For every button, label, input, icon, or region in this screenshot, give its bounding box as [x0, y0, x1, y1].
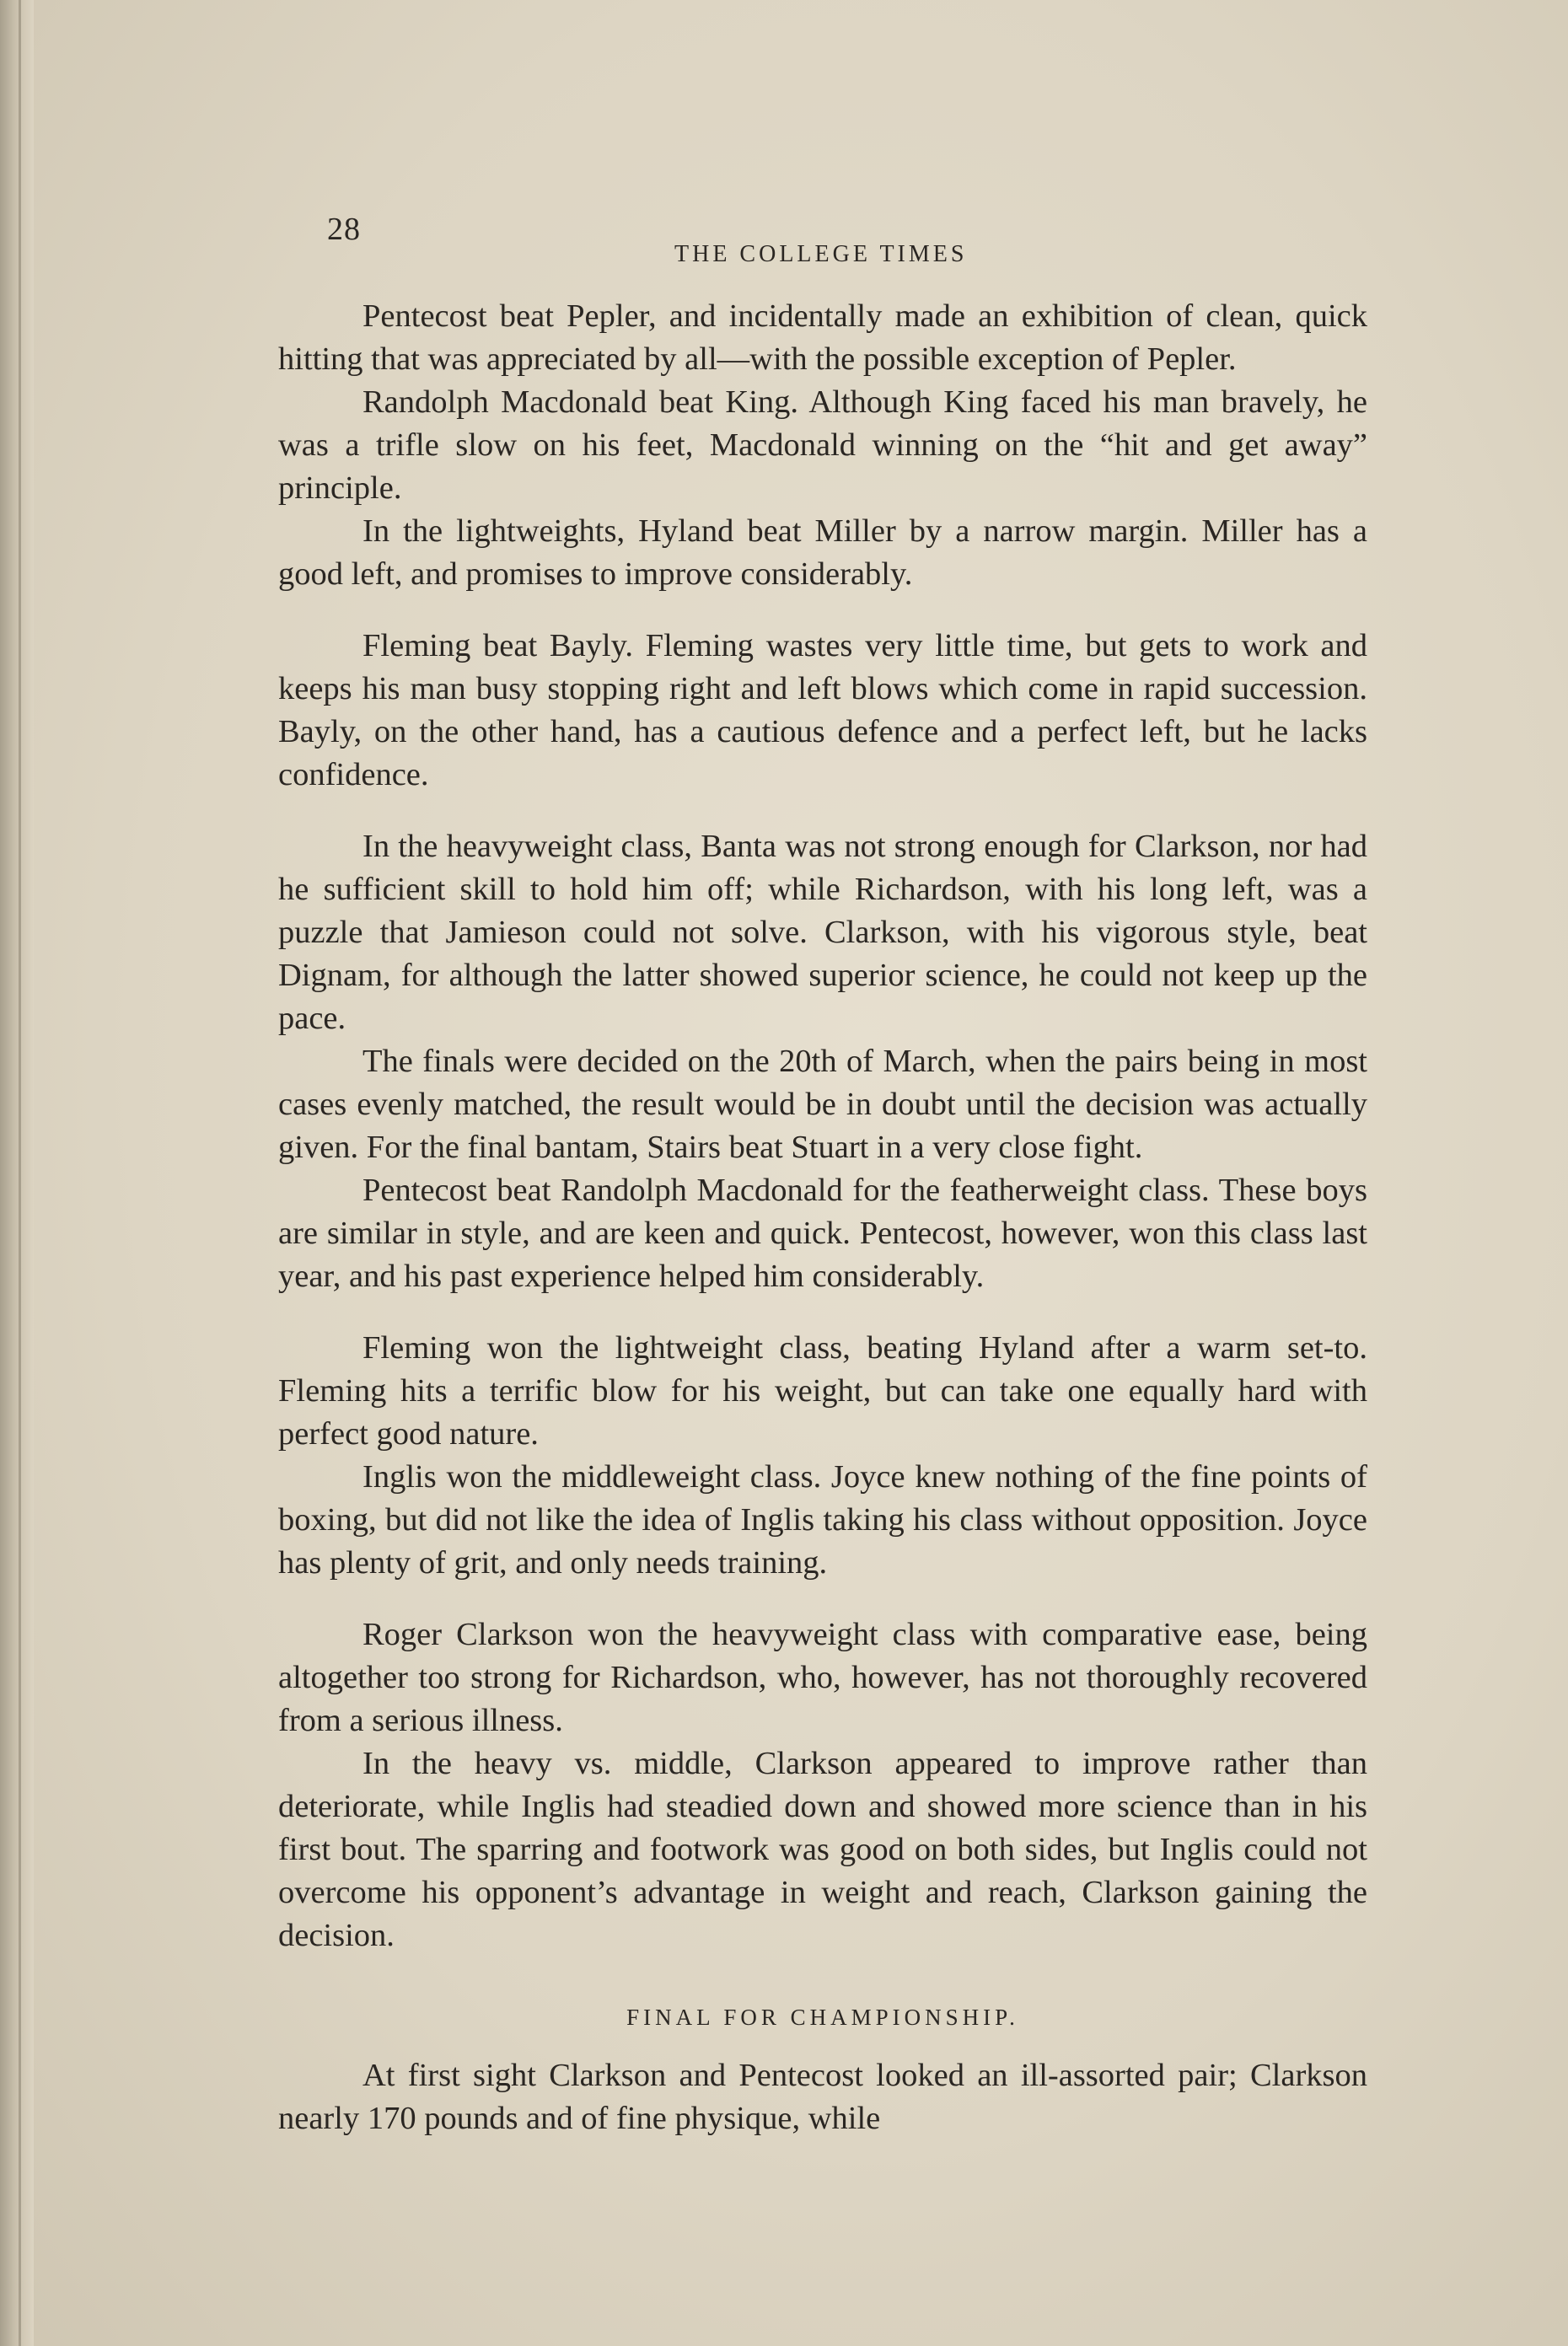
gutter-line	[19, 0, 21, 2346]
paragraph-middleweight: Inglis won the middleweight class. Joyce knew nothing of the fine points of boxing, but did not like the idea of Inglis taking his class without opposition. Joyce has plenty of grit, and only needs training.	[278, 1459, 1367, 1581]
paragraph-clarkson-heavyweight: Roger Clarkson won the heavyweight class with comparative ease, being altogether too strong for Richardson, who, however, has not thoroughly recovered from a serious illness.	[278, 1617, 1367, 1738]
paragraph-fleming-bayly: Fleming beat Bayly. Fleming wastes very little time, but gets to work and keeps his man busy stopping right and left blows which come in rapid succession. Bayly, on the other hand, has a cautious defence and a perfect left, but he lacks confidence.	[278, 628, 1367, 792]
paragraph-pentecost-pepler: Pentecost beat Pepler, and incidentally made an exhibition of clean, quick hitting that was appreciated by all—with the possible exception of Pepler.	[278, 298, 1367, 377]
running-title: THE COLLEGE TIMES	[674, 241, 968, 267]
page-number: 28	[327, 212, 361, 247]
paragraph-macdonald-king: Randolph Macdonald beat King. Although King faced his man bravely, he was a trifle slow on his feet, Macdonald winning on the “hit and get away” principle.	[278, 384, 1367, 506]
section-heading: FINAL FOR CHAMPIONSHIP.	[626, 2005, 1019, 2030]
paragraph-heavyweight: In the heavyweight class, Banta was not strong enough for Clarkson, nor had he sufficient skill to hold him off; while Richardson, with his long left, was a puzzle that Jamieson could not solve. Clarkson, with his vigorous style, beat Dignam, for although the latter showed superior science, he could not keep up the pace.	[278, 829, 1367, 1036]
body-text	[278, 295, 1367, 2140]
page-gutter	[0, 0, 34, 2346]
paragraph-heavy-vs-middle: In the heavy vs. middle, Clarkson appeared to improve rather than deteriorate, while Inglis had steadied down and showed more science than in his first bout. The sparring and footwork was good on both sides, but Inglis could not overcome his opponent’s advantage in weight and reach, Clarkson gaining the decision.	[278, 1746, 1367, 1953]
paragraph-championship: At first sight Clarkson and Pentecost looked an ill-assorted pair; Clarkson nearly 170 pounds and of fine physique, while	[278, 2058, 1367, 2136]
paragraph-featherweight: Pentecost beat Randolph Macdonald for the featherweight class. These boys are similar in style, and are keen and quick. Pentecost, however, won this class last year, and his past experience helped him considerably.	[278, 1173, 1367, 1294]
paragraph-hyland-miller: In the lightweights, Hyland beat Miller by a narrow margin. Miller has a good left, and promises to improve considerably.	[278, 513, 1367, 592]
paragraph-finals: The finals were decided on the 20th of March, when the pairs being in most cases evenly matched, the result would be in doubt until the decision was actually given. For the final bantam, Stairs beat Stuart in a very close fight.	[278, 1044, 1367, 1165]
paragraph-lightweight: Fleming won the lightweight class, beating Hyland after a warm set-to. Fleming hits a terrific blow for his weight, but can take one equally hard with perfect good nature.	[278, 1330, 1367, 1452]
